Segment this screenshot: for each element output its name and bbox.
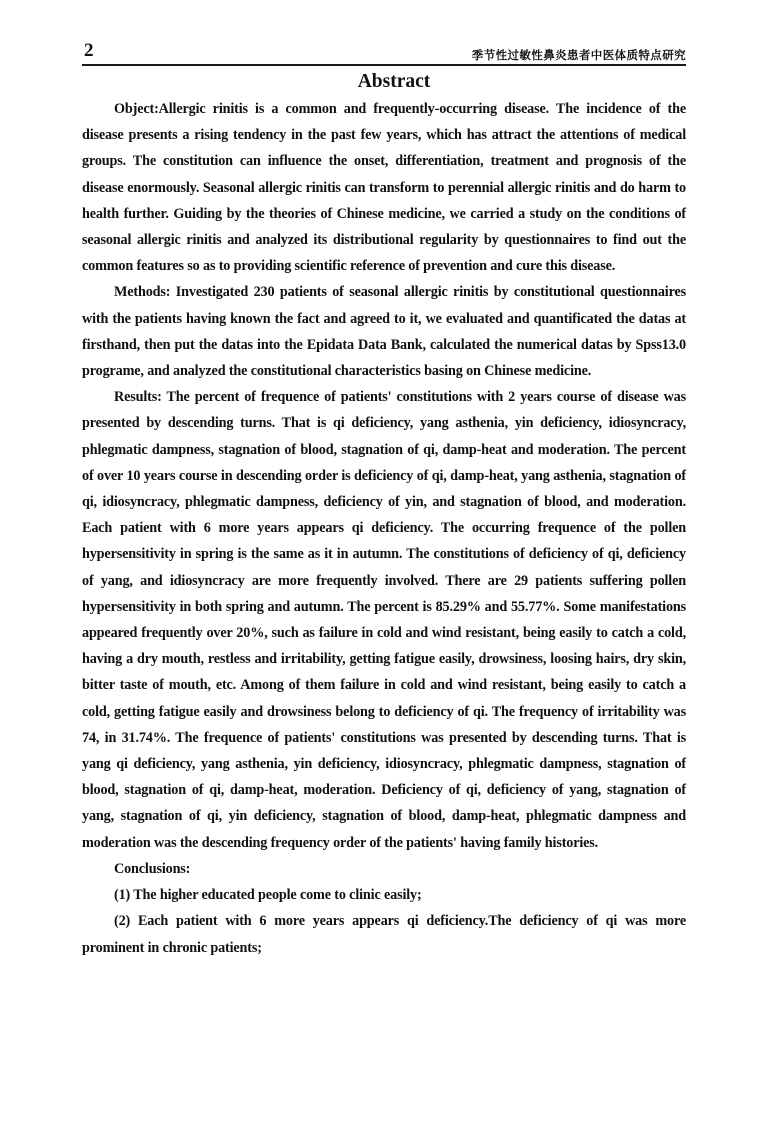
conclusion-item-1: (1) The higher educated people come to clinic easily; [114, 887, 422, 904]
conclusion-item-2: (2) Each patient with 6 more years appears qi deficiency.The deficiency of qi was more prominent in chronic patients; [82, 913, 686, 956]
methods-label: Methods: [114, 284, 171, 301]
document-page [82, 42, 686, 961]
page-number: 2 [84, 40, 94, 61]
results-text: The percent of frequence of patients' constitutions with 2 years course of disease was presented by descending turns. That is qi deficiency, yang asthenia, yin deficiency, idiosyncracy, phlegmatic dampness, stagnation of blood, stagnation of qi, damp-heat and moderation. The percent of over 10 years course in descending order is deficiency of qi, damp-heat, yang asthenia, stagnation of qi, idiosyncracy, phlegmatic dampness, deficiency of yin, and stagnation of blood, and moderation. Each patient with 6 more years appears qi deficiency. The occurring frequence of the pollen hypersensitivity in spring is the same as it in autumn. The constitutions of deficiency of qi, deficiency of yang, and idiosyncracy are more frequently involved. There are 29 patients suffering pollen hypersensitivity in both spring and autumn. The percent is 85.29% and 55.77%. Some manifestations appeared frequently over 20%, such as failure in cold and wind resistant, being easily to catch a cold, having a dry mouth, restless and irritability, getting fatigue easily, drowsiness, loosing hairs, dry skin, bitter taste of mouth, etc. Among of them failure in cold and wind resistant, being easily to catch a cold, getting fatigue easily and drowsiness belong to deficiency of qi. The frequency of irritability was 74, in 31.74%. The frequence of patients' constitutions was presented by descending turns. That is yang qi deficiency, yang asthenia, yin deficiency, idiosyncracy, phlegmatic dampness, stagnation of blood, stagnation of qi, damp-heat, moderation. Deficiency of qi, deficiency of yang, stagnation of yang, stagnation of qi, yin deficiency, stagnation of blood, damp-heat, phlegmatic dampness and moderation was the descending frequency order of the patients' having family histories. [82, 389, 686, 851]
methods-text: Investigated 230 patients of seasonal allergic rinitis by constitutional questionnaires with the patients having known the fact and agreed to it, we evaluated and quantificated the datas at firsthand, then put the datas into the Epidata Data Bank, calculated the numerical datas by Spss13.0 programe, and analyzed the constitutional characteristics basing on Chinese medicine. [82, 284, 686, 380]
object-text: Allergic rinitis is a common and frequently-occurring disease. The incidence of the disease presents a rising tendency in the past few years, which has attract the attentions of medical groups. The constitution can influence the onset, differentiation, treatment and prognosis of the disease enormously. Seasonal allergic rinitis can transform to perennial allergic rinitis and do harm to health further. Guiding by the theories of Chinese medicine, we carried a study on the conditions of seasonal allergic rinitis and analyzed its distributional regularity by questionnaires to find out the common features so as to providing scientific reference of prevention and cure this disease. [82, 101, 686, 275]
object-label: Object: [114, 101, 159, 117]
results-paragraph [82, 384, 686, 856]
conclusions-label: Conclusions: [114, 860, 191, 877]
running-header [82, 42, 686, 66]
object-paragraph [82, 96, 686, 279]
methods-paragraph [82, 279, 686, 384]
conclusions-heading [82, 856, 686, 882]
abstract-heading: Abstract [357, 71, 431, 92]
running-title: 季节性过敏性鼻炎患者中医体质特点研究 [471, 48, 686, 62]
results-label: Results: [114, 389, 162, 406]
